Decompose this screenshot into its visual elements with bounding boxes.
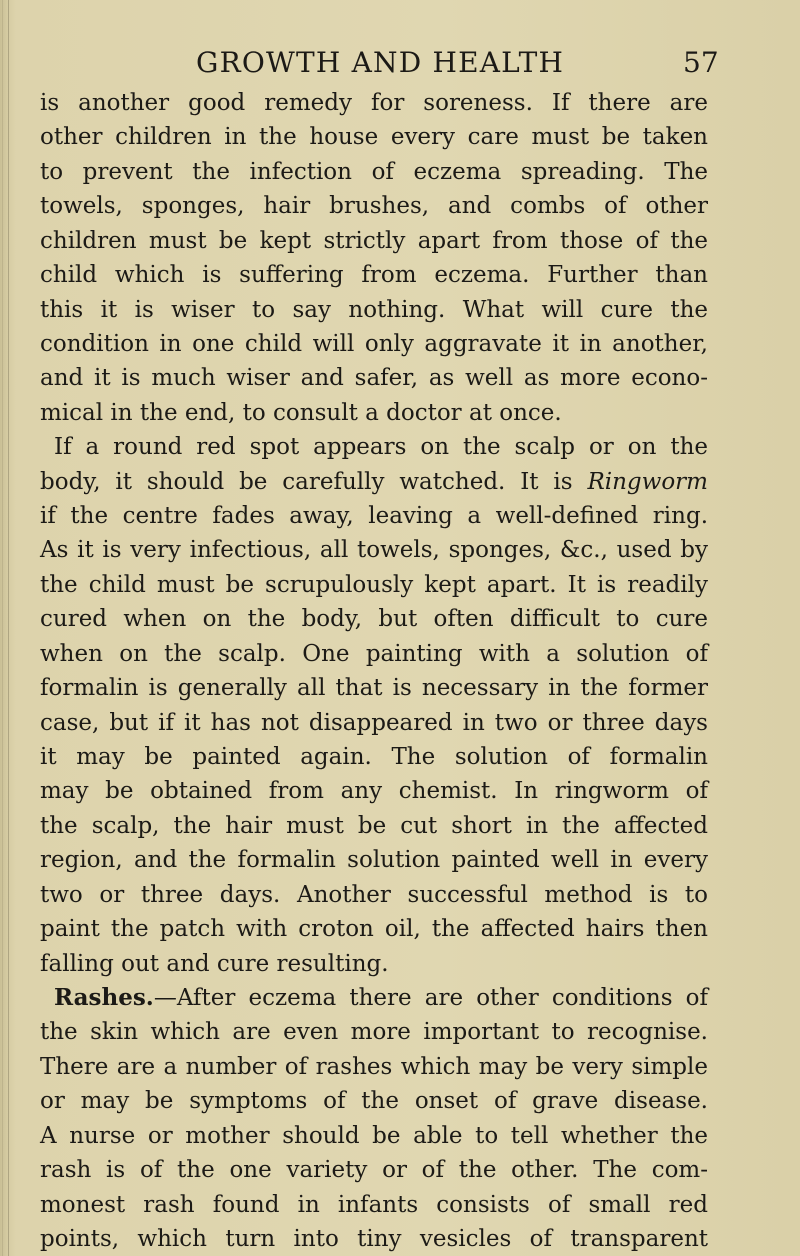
paragraph-start-line: Rashes.—After eczema there are other conditions of	[54, 983, 708, 1011]
text-line: the child must be scrupulously kept apart. It is readily	[40, 571, 708, 598]
text-line: region, and the formalin solution painted well in every	[40, 847, 708, 874]
text-line: the skin which are even more important to recognise.	[40, 1019, 708, 1046]
page-gutter-line	[8, 0, 9, 1256]
body-text	[40, 86, 708, 1256]
text-line: paint the patch with croton oil, the affected hairs then	[40, 916, 708, 943]
text-line: children must be kept strictly apart from those of the	[40, 227, 708, 254]
text-line: cured when on the body, but often difficult to cure	[40, 606, 708, 633]
text-line: body, it should be carefully watched. It is Ringworm	[40, 468, 708, 495]
text-line: two or three days. Another successful method is to	[40, 881, 708, 908]
text-line: There are a number of rashes which may be very simple	[40, 1053, 708, 1080]
text-line: As it is very infectious, all towels, sponges, &c., used by	[40, 537, 708, 564]
text-line: points, which turn into tiny vesicles of transparent	[40, 1225, 708, 1252]
page-header	[0, 46, 800, 86]
text-line: if the centre fades away, leaving a well-defined ring.	[40, 503, 708, 530]
text-line: may be obtained from any chemist. In ringworm of	[40, 778, 708, 805]
text-line: monest rash found in infants consists of small red	[40, 1191, 708, 1218]
text-line: mical in the end, to consult a doctor at once.	[40, 399, 562, 426]
text-line: towels, sponges, hair brushes, and combs of other	[40, 193, 708, 220]
text-line: or may be symptoms of the onset of grave disease.	[40, 1088, 708, 1115]
page-edge-shadow	[2, 0, 3, 1256]
text-line: it may be painted again. The solution of formalin	[40, 744, 708, 771]
page-number: 57	[683, 46, 719, 79]
running-head: GROWTH AND HEALTH	[196, 46, 565, 79]
text-line: condition in one child will only aggravate it in another,	[40, 330, 708, 357]
section-heading-rashes: Rashes.	[54, 983, 154, 1011]
text-line: formalin is generally all that is necessary in the former	[40, 675, 708, 702]
text-line: other children in the house every care must be taken	[40, 124, 708, 151]
text-line: child which is suffering from eczema. Further than	[40, 262, 708, 289]
text-line: when on the scalp. One painting with a solution of	[40, 640, 708, 667]
text-line: this it is wiser to say nothing. What will cure the	[40, 296, 708, 323]
text-line: A nurse or mother should be able to tell whether the	[40, 1122, 708, 1149]
text-line: falling out and cure resulting.	[40, 950, 389, 977]
text-line: and it is much wiser and safer, as well as more econo-	[40, 365, 708, 392]
text-line: the scalp, the hair must be cut short in the affected	[40, 812, 708, 839]
italic-term-ringworm: Ringworm	[587, 468, 708, 495]
text-line: to prevent the infection of eczema spreading. The	[40, 158, 708, 185]
text-line: case, but if it has not disappeared in two or three days	[40, 709, 708, 736]
paragraph-start-line: If a round red spot appears on the scalp or on the	[54, 434, 708, 461]
text-line: is another good remedy for soreness. If there are	[40, 90, 708, 116]
text-line: rash is of the one variety or of the other. The com-	[40, 1157, 708, 1184]
